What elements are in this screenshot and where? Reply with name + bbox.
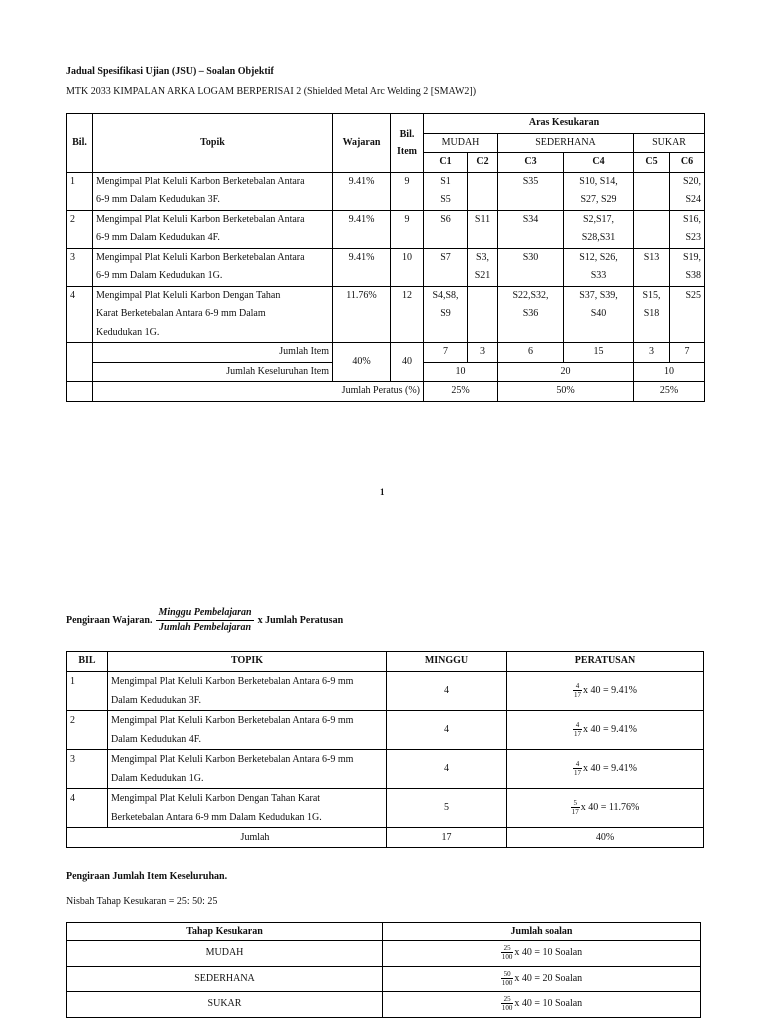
fraction-denominator: 17 [574,730,581,739]
cell-line: S6 [440,213,451,225]
row-peratusan [507,710,704,749]
row-tahap: SEDERHANA [67,966,383,992]
peratus-row [67,382,705,402]
cell-c1 [424,172,468,210]
fraction [501,995,514,1012]
cell-line: S10, S14, [579,175,618,187]
peratusan-result: x 40 = 9.41% [583,763,637,774]
header-c1: C1 [424,153,468,173]
header-bil: Bil. [67,114,93,173]
fraction-numerator: 4 [573,721,582,730]
cell-c6 [670,286,705,343]
cell-c4 [564,210,634,248]
cell-line: S13 [643,251,660,263]
cell-line: S2,S17, [582,213,615,225]
cell-line: S20, [682,175,702,187]
cell-line: S33 [590,270,607,281]
jumlah-peratusan: 40% [507,827,704,847]
fraction [573,721,582,738]
header-minggu: MINGGU [387,652,507,672]
cell-line: S1 [440,175,451,187]
pct-mudah: 25% [424,382,498,402]
cell-c2 [468,286,498,343]
jumlah-row [67,827,704,847]
row-topik [108,788,387,827]
document-heading: Jadual Spesifikasi Ujian (JSU) – Soalan Objektif [66,66,274,77]
row-topik [93,248,333,286]
jumlah-item-total: 40 [391,343,424,382]
course-title: MTK 2033 KIMPALAN ARKA LOGAM BERPERISAI 2 (Shielded Metal Arc Welding 2 [SMAW2]) [66,86,477,97]
header-c6: C6 [670,153,705,173]
header-bil-item [391,114,424,173]
row-topik [108,749,387,788]
blank-cell [67,343,93,382]
cell-c3 [498,210,564,248]
jumlah-result: x 40 = 10 Soalan [514,947,583,958]
topik-line: Berketebalan Antara 6-9 mm Dalam Kedudukan 1G. [111,811,322,823]
wajaran-formula [66,606,343,635]
jumlah-result: x 40 = 10 Soalan [514,998,583,1009]
row-tahap: MUDAH [67,941,383,967]
fraction-denominator: 17 [574,691,581,700]
table-row [67,286,705,343]
row-bil: 2 [67,210,93,248]
cell-line: S24 [685,194,702,205]
cell-line: S36 [522,308,539,319]
table-row [67,710,704,749]
row-item: 9 [391,210,424,248]
fraction-numerator: 5 [571,799,580,808]
cell-line: S9 [440,308,451,319]
topik-line: Dalam Kedudukan 4F. [111,733,202,745]
cell-c2 [468,210,498,248]
topik-line: 6-9 mm Dalam Kedudukan 1G. [96,270,223,281]
row-topik [93,210,333,248]
cell-line: S19, [682,251,702,263]
cell-line: S38 [685,270,702,281]
cell-c3 [498,286,564,343]
kes-sederhana: 20 [498,362,634,382]
jumlah-item-row [67,343,705,363]
header-sederhana: SEDERHANA [498,133,634,153]
cell-line: S16, [682,213,702,225]
kes-mudah: 10 [424,362,498,382]
weight-table [66,651,704,848]
cell-c5 [634,248,670,286]
header-tahap: Tahap Kesukaran [67,923,383,941]
cell-c6 [670,210,705,248]
table-row [67,671,704,710]
row-wajaran: 9.41% [333,248,391,286]
row-bil: 4 [67,286,93,343]
cell-c5 [634,210,670,248]
header-c3: C3 [498,153,564,173]
row-tahap: SUKAR [67,992,383,1018]
ji-c1: 7 [424,343,468,363]
wajaran-suffix: x Jumlah Peratusan [257,615,344,626]
fraction-numerator: 25 [501,995,514,1004]
jumlah-label: Jumlah [67,827,387,847]
ji-c3: 6 [498,343,564,363]
page-number: 1 [380,487,385,497]
header-bil-item-line2: Item [397,145,417,157]
pct-sukar: 25% [634,382,705,402]
cell-line: S12, S26, [579,251,618,263]
fraction-numerator: Minggu Pembelajaran [156,606,253,621]
topik-line: Mengimpal Plat Keluli Karbon Dengan Tahan [96,289,281,301]
fraction-numerator: 25 [501,944,514,953]
cell-c6 [670,172,705,210]
ji-c5: 3 [634,343,670,363]
ji-c6: 7 [670,343,705,363]
ji-c2: 3 [468,343,498,363]
ji-c4: 15 [564,343,634,363]
table-row [67,941,701,967]
topik-line: Mengimpal Plat Keluli Karbon Dengan Tahan Karat [111,792,321,804]
jsu-table [66,113,705,402]
topik-line: Mengimpal Plat Keluli Karbon Berketebalan Antara 6-9 mm [111,675,354,687]
cell-line: S28,S31 [581,232,616,243]
cell-line: S34 [522,213,539,225]
topik-line: Dalam Kedudukan 1G. [111,772,204,784]
cell-line: S18 [643,308,660,319]
wajaran-label: Pengiraan Wajaran. [66,615,153,626]
cell-line: S3, [475,251,490,263]
row-item: 10 [391,248,424,286]
table-row [67,210,705,248]
header-aras-kesukaran: Aras Kesukaran [424,114,705,134]
fraction [573,760,582,777]
table-row [67,966,701,992]
row-item: 12 [391,286,424,343]
row-bil: 3 [67,248,93,286]
topik-line: 6-9 mm Dalam Kedudukan 3F. [96,194,220,205]
topik-line: Dalam Kedudukan 3F. [111,694,202,706]
row-bil: 3 [67,749,108,788]
header-mudah: MUDAH [424,133,498,153]
peratus-label: Jumlah Peratus (%) [93,382,424,402]
peratusan-result: x 40 = 9.41% [583,685,637,696]
fraction [573,682,582,699]
wajaran-fraction [156,606,253,635]
topik-line: Karat Berketebalan Antara 6-9 mm Dalam [96,308,266,319]
cell-line: S5 [440,194,451,205]
row-topik [108,710,387,749]
fraction-denominator: 100 [501,953,513,962]
fraction-numerator: 4 [573,682,582,691]
header-c2: C2 [468,153,498,173]
cell-line: S30 [522,251,539,263]
header-topik: TOPIK [108,652,387,672]
row-topik [93,286,333,343]
table-row [67,749,704,788]
cell-c2 [468,248,498,286]
fraction-denominator: 17 [574,769,581,778]
fraction [571,799,580,816]
topik-line: Mengimpal Plat Keluli Karbon Berketebalan Antara [96,251,305,263]
cell-c1 [424,210,468,248]
row-jumlah [383,992,701,1018]
row-minggu: 4 [387,671,507,710]
cell-line: S21 [474,270,491,281]
row-minggu: 5 [387,788,507,827]
fraction-denominator: 100 [501,1004,513,1013]
row-peratusan [507,788,704,827]
row-topik [93,172,333,210]
table-row [67,248,705,286]
cell-c3 [498,248,564,286]
cell-c5 [634,172,670,210]
keseluruhan-label: Jumlah Keseluruhan Item [93,362,333,382]
header-c4: C4 [564,153,634,173]
row-minggu: 4 [387,710,507,749]
cell-line: S11 [474,213,491,225]
cell-c1 [424,286,468,343]
cell-line: S15, [642,289,661,301]
cell-line: S23 [685,232,702,243]
cell-c3 [498,172,564,210]
jumlah-result: x 40 = 20 Soalan [514,972,583,984]
cell-c2 [468,172,498,210]
fraction-numerator: 4 [573,760,582,769]
row-bil: 1 [67,671,108,710]
topik-line: Kedudukan 1G. [96,326,160,338]
cell-line: S7 [440,251,451,263]
row-jumlah [383,966,701,992]
header-jumlah-soalan: Jumlah soalan [383,923,701,941]
header-wajaran: Wajaran [333,114,391,173]
cell-c4 [564,172,634,210]
item-calc-title: Pengiraan Jumlah Item Keseluruhan. [66,871,228,882]
topik-line: 6-9 mm Dalam Kedudukan 4F. [96,232,220,243]
fraction [501,944,514,961]
topik-line: Mengimpal Plat Keluli Karbon Berketebalan Antara [96,175,305,187]
cell-c5 [634,286,670,343]
row-item: 9 [391,172,424,210]
nisbah-text: Nisbah Tahap Kesukaran = 25: 50: 25 [66,896,218,907]
difficulty-table [66,922,701,1018]
fraction-denominator: 100 [501,978,513,987]
pct-sederhana: 50% [498,382,634,402]
fraction-numerator: 50 [501,970,514,979]
cell-line: S40 [590,308,607,319]
cell-c4 [564,248,634,286]
peratusan-result: x 40 = 11.76% [580,802,640,813]
fraction-denominator: Jumlah Pembelajaran [159,622,251,633]
row-bil: 4 [67,788,108,827]
topik-line: Mengimpal Plat Keluli Karbon Berketebalan Antara 6-9 mm [111,753,354,765]
header-sukar: SUKAR [634,133,705,153]
header-bil: BIL [67,652,108,672]
cell-line: S4,S8, [432,289,459,301]
jumlah-item-label: Jumlah Item [93,343,333,363]
row-peratusan [507,671,704,710]
cell-line: S27, S29 [580,194,617,205]
fraction [501,970,514,987]
cell-line: S37, S39, [579,289,618,301]
topik-line: Mengimpal Plat Keluli Karbon Berketebalan Antara [96,213,305,225]
header-peratusan: PERATUSAN [507,652,704,672]
topik-line: Mengimpal Plat Keluli Karbon Berketebalan Antara 6-9 mm [111,714,354,726]
header-c5: C5 [634,153,670,173]
row-minggu: 4 [387,749,507,788]
jumlah-minggu: 17 [387,827,507,847]
row-bil: 2 [67,710,108,749]
blank-cell [67,382,93,402]
fraction-denominator: 17 [571,808,579,817]
row-wajaran: 9.41% [333,210,391,248]
cell-c4 [564,286,634,343]
row-jumlah [383,941,701,967]
row-bil: 1 [67,172,93,210]
header-bil-item-line1: Bil. [399,128,415,140]
cell-line: S35 [522,175,539,187]
row-wajaran: 9.41% [333,172,391,210]
table-row [67,172,705,210]
row-topik [108,671,387,710]
table-row [67,992,701,1018]
table-row [67,788,704,827]
row-peratusan [507,749,704,788]
row-wajaran: 11.76% [333,286,391,343]
peratusan-result: x 40 = 9.41% [583,724,637,735]
cell-line: S25 [685,289,702,301]
jumlah-wajaran: 40% [333,343,391,382]
kes-sukar: 10 [634,362,705,382]
cell-c6 [670,248,705,286]
cell-c1 [424,248,468,286]
header-topik: Topik [93,114,333,173]
cell-line: S22,S32, [512,289,549,301]
